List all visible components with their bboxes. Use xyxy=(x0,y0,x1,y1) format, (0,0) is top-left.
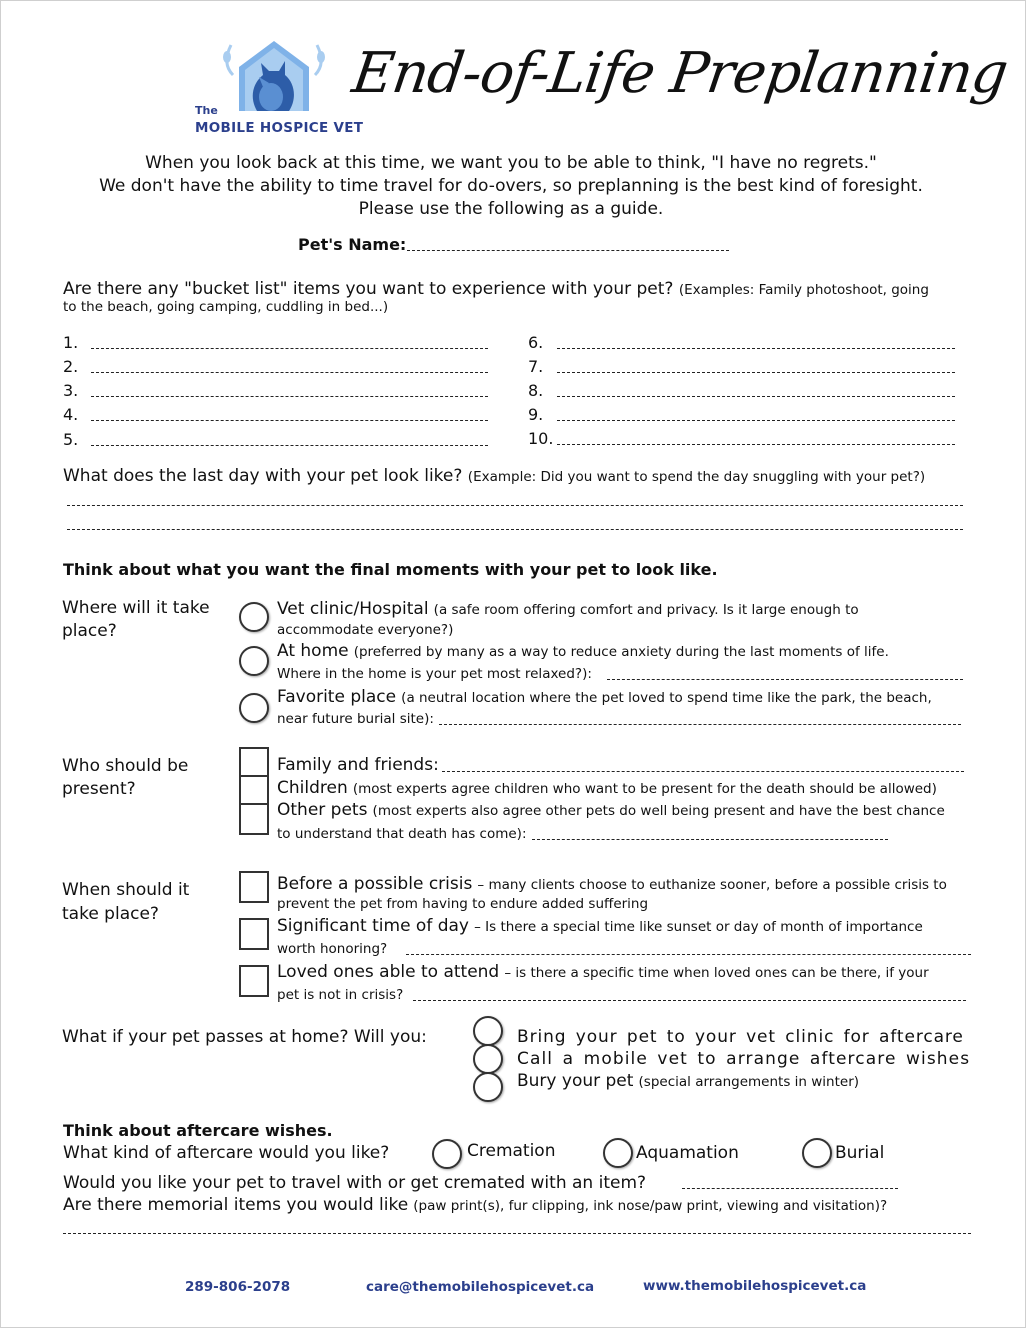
where-label-a: Where will it take xyxy=(62,598,210,618)
where-favorite-field[interactable] xyxy=(439,724,961,725)
memorial-question-line xyxy=(63,1195,887,1215)
who-other-pets-line-1 xyxy=(277,800,945,820)
when-before-crisis-desc-b: prevent the pet from having to endure added suffering xyxy=(277,896,649,912)
bucket-field-10[interactable] xyxy=(557,444,955,445)
who-other-pets-checkbox[interactable] xyxy=(239,803,269,835)
aftercare-burial-radio[interactable] xyxy=(802,1138,832,1168)
bucket-example-b: to the beach, going camping, cuddling in bed...) xyxy=(63,299,389,315)
where-favorite-title: Favorite place xyxy=(277,687,397,707)
aftercare-burial-label: Burial xyxy=(835,1143,885,1163)
bucket-num-5: 5. xyxy=(63,430,79,449)
bucket-question xyxy=(63,279,929,299)
where-home-field[interactable] xyxy=(607,679,963,680)
bucket-field-3[interactable] xyxy=(91,396,488,397)
final-moments-heading: Think about what you want the final moments with your pet to look like. xyxy=(63,560,718,579)
footer-website[interactable]: www.themobilehospicevet.ca xyxy=(643,1278,867,1294)
when-loved-ones-field[interactable] xyxy=(413,1000,966,1001)
when-significant-time-desc-a: – Is there a special time like sunset or day of month of importance xyxy=(474,919,923,935)
who-other-pets-desc-b: to understand that death has come): xyxy=(277,826,527,842)
logo-the: The xyxy=(195,104,218,117)
aftercare-cremation-radio[interactable] xyxy=(432,1139,462,1169)
last-day-field-2[interactable] xyxy=(67,529,963,530)
aftercare-heading: Think about aftercare wishes. xyxy=(63,1121,333,1140)
bucket-question-text: Are there any "bucket list" items you want to experience with your pet? xyxy=(63,279,674,299)
bucket-num-9: 9. xyxy=(528,405,544,424)
footer-phone[interactable]: 289-806-2078 xyxy=(185,1279,291,1295)
who-other-pets-field[interactable] xyxy=(532,839,888,840)
who-children-desc: (most experts agree children who want to be present for the death should be allowed) xyxy=(352,781,937,797)
aftercare-aquamation-radio[interactable] xyxy=(603,1138,633,1168)
who-label-a: Who should be xyxy=(62,756,189,776)
who-family-title: Family and friends: xyxy=(277,755,439,775)
bucket-num-1: 1. xyxy=(63,333,79,352)
bucket-field-6[interactable] xyxy=(557,348,955,349)
bucket-num-4: 4. xyxy=(63,405,79,424)
who-label-b: present? xyxy=(62,779,136,799)
where-home-title: At home xyxy=(277,641,349,661)
bucket-num-10: 10. xyxy=(528,429,554,448)
when-before-crisis-checkbox[interactable] xyxy=(239,871,269,903)
memorial-question: Are there memorial items you would like xyxy=(63,1195,409,1215)
where-favorite-desc-a: (a neutral location where the pet loved to spend time like the park, the beach, xyxy=(401,690,932,706)
passes-home-question: What if your pet passes at home? Will you: xyxy=(62,1027,427,1047)
bucket-field-5[interactable] xyxy=(91,445,488,446)
bucket-example-a: (Examples: Family photoshoot, going xyxy=(678,282,929,298)
aftercare-cremation-label: Cremation xyxy=(467,1141,556,1161)
last-day-question-text: What does the last day with your pet look like? xyxy=(63,466,463,486)
bucket-num-7: 7. xyxy=(528,357,544,376)
when-before-crisis-line-1 xyxy=(277,874,947,894)
bucket-field-9[interactable] xyxy=(557,420,955,421)
who-family-field[interactable] xyxy=(442,771,964,772)
passes-mobile-vet-radio[interactable] xyxy=(473,1044,503,1074)
bucket-num-8: 8. xyxy=(528,381,544,400)
bucket-num-2: 2. xyxy=(63,357,79,376)
last-day-question xyxy=(63,466,925,486)
intro-line-2: We don't have the ability to time travel for do-overs, so preplanning is the best kind of foresight. xyxy=(99,176,923,196)
aftercare-aquamation-label: Aquamation xyxy=(636,1143,739,1163)
where-favorite-line-1 xyxy=(277,687,932,707)
when-label-b: take place? xyxy=(62,904,159,924)
when-loved-ones-line-1 xyxy=(277,962,929,982)
where-home-desc-b: Where in the home is your pet most relaxed?): xyxy=(277,666,592,682)
where-vet-clinic-title: Vet clinic/Hospital xyxy=(277,599,429,619)
passes-bury-title: Bury your pet xyxy=(517,1071,634,1091)
when-loved-ones-title: Loved ones able to attend xyxy=(277,962,500,982)
bucket-num-3: 3. xyxy=(63,381,79,400)
travel-field[interactable] xyxy=(682,1188,898,1189)
bucket-field-1[interactable] xyxy=(91,348,488,349)
memorial-field[interactable] xyxy=(63,1233,971,1234)
bucket-field-7[interactable] xyxy=(557,372,955,373)
hospice-house-pet-icon xyxy=(219,37,329,117)
passes-bury-radio[interactable] xyxy=(473,1072,503,1102)
when-significant-time-line-1 xyxy=(277,916,923,936)
when-loved-ones-desc-b: pet is not in crisis? xyxy=(277,987,404,1003)
where-favorite-desc-b: near future burial site): xyxy=(277,711,434,727)
where-vet-clinic-desc-a: (a safe room offering comfort and privacy. Is it large enough to xyxy=(433,602,859,618)
bucket-field-4[interactable] xyxy=(91,420,488,421)
intro-line-3: Please use the following as a guide. xyxy=(358,199,664,219)
travel-question: Would you like your pet to travel with or get cremated with an item? xyxy=(63,1173,647,1193)
pet-name-label: Pet's Name: xyxy=(298,235,407,254)
where-home-line-1 xyxy=(277,641,889,661)
when-before-crisis-desc-a: – many clients choose to euthanize sooner, before a possible crisis to xyxy=(477,877,947,893)
where-home-radio[interactable] xyxy=(239,646,269,676)
when-loved-ones-checkbox[interactable] xyxy=(239,965,269,997)
last-day-field-1[interactable] xyxy=(67,505,963,506)
aftercare-question: What kind of aftercare would you like? xyxy=(63,1143,390,1163)
who-other-pets-desc-a: (most experts also agree other pets do well being present and have the best chance xyxy=(372,803,945,819)
who-children-title: Children xyxy=(277,778,348,798)
where-label-b: place? xyxy=(62,621,117,641)
who-children-line xyxy=(277,778,937,798)
where-home-desc-a: (preferred by many as a way to reduce anxiety during the last moments of life. xyxy=(353,644,889,660)
when-label-a: When should it xyxy=(62,880,190,900)
passes-mobile-vet-label: Call a mobile vet to arrange aftercare wishes xyxy=(517,1049,971,1069)
where-vet-clinic-desc-b: accommodate everyone?) xyxy=(277,622,454,638)
where-favorite-radio[interactable] xyxy=(239,693,269,723)
bucket-field-8[interactable] xyxy=(557,396,955,397)
last-day-example: (Example: Did you want to spend the day snuggling with your pet?) xyxy=(467,469,926,485)
pet-name-field[interactable] xyxy=(407,250,729,251)
passes-bury-line xyxy=(517,1071,859,1091)
intro-line-1: When you look back at this time, we want you to be able to think, "I have no regrets." xyxy=(145,153,877,173)
passes-vet-clinic-radio[interactable] xyxy=(473,1016,503,1046)
bucket-field-2[interactable] xyxy=(91,372,488,373)
footer-email[interactable]: care@themobilehospicevet.ca xyxy=(366,1279,595,1295)
bucket-num-6: 6. xyxy=(528,333,544,352)
when-before-crisis-title: Before a possible crisis xyxy=(277,874,473,894)
where-vet-clinic-line-1 xyxy=(277,599,859,619)
page-title: End-of-Life Preplanning xyxy=(348,41,1012,106)
where-vet-clinic-radio[interactable] xyxy=(239,602,269,632)
when-significant-time-checkbox[interactable] xyxy=(239,918,269,950)
when-significant-time-field[interactable] xyxy=(406,954,971,955)
logo-name: MOBILE HOSPICE VET xyxy=(195,120,364,136)
memorial-desc: (paw print(s), fur clipping, ink nose/paw print, viewing and visitation)? xyxy=(413,1198,888,1214)
when-significant-time-desc-b: worth honoring? xyxy=(277,941,388,957)
passes-vet-clinic-label: Bring your pet to your vet clinic for aftercare xyxy=(517,1027,964,1047)
when-significant-time-title: Significant time of day xyxy=(277,916,469,936)
when-loved-ones-desc-a: – is there a specific time when loved ones can be there, if your xyxy=(504,965,929,981)
who-other-pets-title: Other pets xyxy=(277,800,368,820)
passes-bury-desc: (special arrangements in winter) xyxy=(638,1074,860,1090)
